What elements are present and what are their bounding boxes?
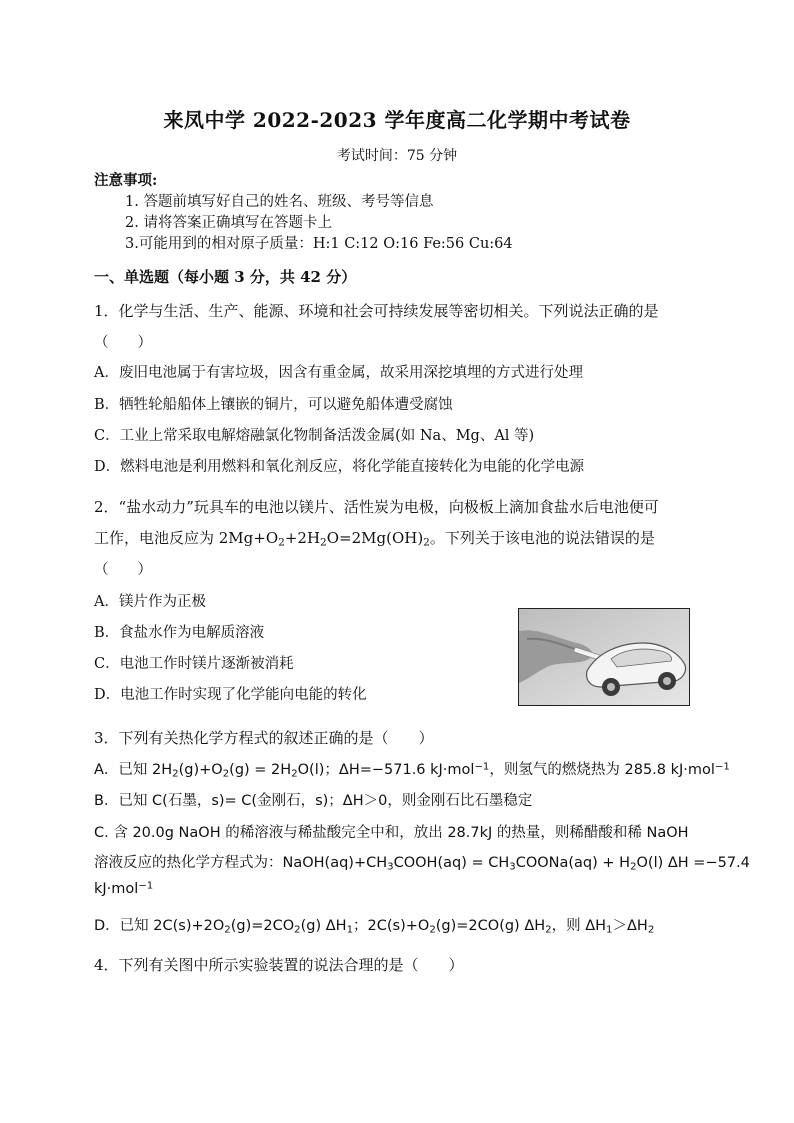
q3-option-a: A．已知 $2H_2(g)+O_2(g) = 2H_2O(l)$；ΔH=−571.6 kJ·mol$^{-1}$，则氢气的燃烧热为 285.8 kJ·mol$^{-1}$ (94, 761, 730, 780)
note-item-1: 1. 答题前填写好自己的姓名、班级、考号等信息 (125, 194, 434, 210)
q2-option-a: A．镁片作为正极 (94, 594, 206, 610)
q1-stem-line2: （ ） (94, 335, 152, 351)
q3-option-b: B．已知 C(石墨，s)= C(金刚石，s)；ΔH＞0，则金刚石比石墨稳定 (94, 793, 533, 809)
notes-heading: 注意事项: (94, 172, 158, 189)
q1-option-c: C．工业上常采取电解熔融氯化物制备活泼金属(如 Na、Mg、Al 等) (94, 428, 535, 444)
toy-car-illustration (519, 609, 689, 705)
note-item-3: 3.可能用到的相对原子质量：H:1 C:12 O:16 Fe:56 Cu:64 (125, 236, 513, 252)
q2-stem-line3: （ ） (94, 562, 152, 578)
q4-stem: 4．下列有关图中所示实验装置的说法合理的是（ ） (94, 956, 464, 974)
q3-stem: 3．下列有关热化学方程式的叙述正确的是（ ） (94, 729, 434, 747)
q2-option-b: B．食盐水作为电解质溶液 (94, 625, 265, 641)
q2-stem-line1: 2．“盐水动力”玩具车的电池以镁片、活性炭为电极，向极板上滴加食盐水后电池便可 (94, 498, 659, 516)
toy-car-photo (518, 608, 690, 706)
q2-stem-line2: 工作，电池反应为 $2Mg+O_2+2H_2O=2Mg(OH)_2$。下列关于该电池的说法错误的是 (94, 529, 655, 549)
section-heading: 一、单选题（每小题 3 分，共 42 分） (94, 268, 357, 286)
page-title: 来凤中学 2022-2023 学年度高二化学期中考试卷 (163, 108, 631, 132)
q1-option-d: D．燃料电池是利用燃料和氧化剂反应，将化学能直接转化为电能的化学电源 (94, 459, 585, 475)
q3-option-c-line2: 溶液反应的热化学方程式为：$NaOH(aq)+CH_3COOH(aq)$ = $CH_3COONa(aq) + H_2O(l)$ ΔH =−57.4 (94, 855, 750, 873)
q1-option-b: B．牺牲轮船船体上镶嵌的铜片，可以避免船体遭受腐蚀 (94, 397, 453, 413)
q3-option-c-line3: kJ·mol$^{-1}$ (94, 880, 154, 897)
q2-option-c: C．电池工作时镁片逐渐被消耗 (94, 656, 294, 672)
q1-stem-line1: 1．化学与生活、生产、能源、环境和社会可持续发展等密切相关。下列说法正确的是 (94, 302, 659, 320)
q3-option-c-line1: C. 含 20.0g NaOH 的稀溶液与稀盐酸完全中和，放出 28.7kJ 的热量，则稀醋酸和稀 NaOH (94, 825, 689, 841)
note-item-2: 2. 请将答案正确填写在答题卡上 (125, 215, 332, 231)
q3-option-d: D．已知 $2C(s)+2O_2(g)=2CO_2(g)$ $\Delta H_1$；$2C(s)+O_2(g)=2CO(g)$ $\Delta H_2$，则 $\Delta H_1>\Delta H_2$ (94, 918, 655, 936)
q1-option-a: A．废旧电池属于有害垃圾，因含有重金属，故采用深挖填埋的方式进行处理 (94, 365, 583, 381)
q2-option-d: D．电池工作时实现了化学能向电能的转化 (94, 687, 367, 703)
exam-duration: 考试时间：75 分钟 (336, 148, 458, 164)
